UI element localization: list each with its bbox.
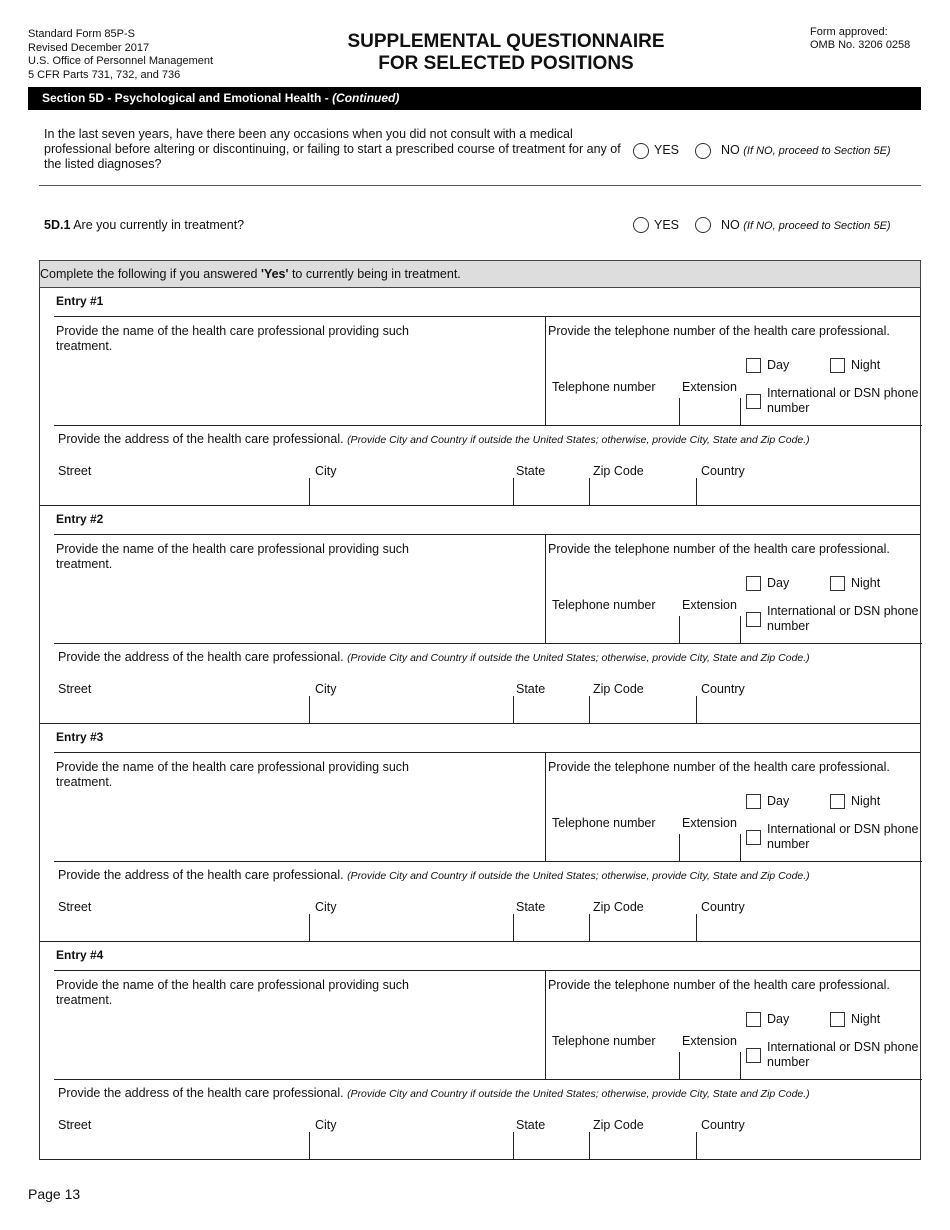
question-2 [44, 218, 244, 232]
name-prompt-line-2: treatment. [56, 339, 113, 353]
zip-country-divider [696, 914, 697, 942]
name-phone-divider [545, 971, 546, 1079]
country-label: Country [701, 682, 745, 696]
street-label: Street [58, 900, 92, 914]
ext-intl-divider [740, 616, 741, 643]
form-approval [810, 26, 910, 52]
extension-field[interactable] [681, 1052, 739, 1078]
telephone-number-label: Telephone number [552, 380, 656, 394]
telephone-number-field[interactable] [548, 1052, 678, 1078]
street-city-divider [309, 1132, 310, 1160]
name-prompt [56, 760, 409, 790]
divider [39, 185, 921, 186]
country-label: Country [701, 464, 745, 478]
zip-label: Zip Code [593, 900, 644, 914]
address-prompt [58, 432, 810, 448]
phone-ext-divider [679, 398, 680, 425]
international-label [767, 604, 918, 634]
phone-prompt: Provide the telephone number of the health care professional. [548, 760, 890, 774]
address-prompt-note: (Provide City and Country if outside the United States; otherwise, provide City, State and Zip Code.) [347, 434, 810, 446]
question-1-yes-label: YES [654, 143, 680, 157]
telephone-number-field[interactable] [548, 616, 678, 642]
address-rule [54, 1079, 922, 1080]
telephone-number-label: Telephone number [552, 598, 656, 612]
city-label: City [315, 682, 337, 696]
name-prompt [56, 978, 409, 1008]
city-state-divider [513, 1132, 514, 1160]
day-label: Day [767, 576, 790, 590]
complete-instructions [39, 260, 921, 288]
state-label: State [516, 682, 546, 696]
form-cfr: 5 CFR Parts 731, 732, and 736 [28, 68, 181, 81]
ext-intl-divider [740, 834, 741, 861]
extension-label: Extension [682, 1034, 737, 1048]
complete-note-after: to currently being in treatment. [288, 267, 461, 281]
approval-line-2: OMB No. 3206 0258 [810, 39, 911, 51]
treatment-entry-2 [39, 506, 921, 724]
day-label: Day [767, 794, 790, 808]
provider-name-field[interactable] [54, 356, 544, 420]
treatment-entry-4 [39, 942, 921, 1160]
complete-note-before: Complete the following if you answered [40, 267, 261, 281]
night-checkbox[interactable] [830, 576, 845, 591]
city-field[interactable] [312, 1134, 510, 1158]
phone-ext-divider [679, 1052, 680, 1079]
question-1-no-option [721, 143, 891, 157]
state-label: State [516, 464, 546, 478]
street-city-divider [309, 696, 310, 724]
address-prompt-text: Provide the address of the health care professional. [58, 650, 348, 664]
telephone-number-field[interactable] [548, 398, 678, 424]
night-label: Night [851, 794, 881, 808]
country-field[interactable] [699, 1134, 917, 1158]
street-label: Street [58, 682, 92, 696]
night-label: Night [851, 1012, 881, 1026]
country-field[interactable] [699, 916, 917, 940]
entry-title-rule [54, 752, 920, 753]
state-zip-divider [589, 1132, 590, 1160]
day-label: Day [767, 1012, 790, 1026]
section-title: Section 5D - Psychological and Emotional Health - [42, 91, 333, 105]
address-rule [54, 425, 922, 426]
day-label: Day [767, 358, 790, 372]
extension-label: Extension [682, 598, 737, 612]
question-2-yes-radio[interactable] [633, 217, 649, 233]
phone-prompt: Provide the telephone number of the health care professional. [548, 978, 890, 992]
zip-field[interactable] [592, 480, 692, 504]
state-zip-divider [589, 914, 590, 942]
entry-title: Entry #2 [56, 512, 104, 526]
question-1-no-label: NO [721, 143, 740, 157]
street-field[interactable] [56, 480, 306, 504]
city-state-divider [513, 696, 514, 724]
address-prompt [58, 650, 810, 666]
provider-name-field[interactable] [54, 1010, 544, 1074]
night-checkbox[interactable] [830, 1012, 845, 1027]
name-prompt [56, 324, 409, 354]
zip-field[interactable] [592, 916, 692, 940]
name-prompt-line-1: Provide the name of the health care professional providing such [56, 760, 409, 774]
telephone-number-field[interactable] [548, 834, 678, 860]
state-field[interactable] [516, 1134, 586, 1158]
international-label-line-1: International or DSN phone [767, 386, 919, 400]
night-checkbox[interactable] [830, 794, 845, 809]
zip-label: Zip Code [593, 1118, 644, 1132]
international-label-line-2: number [767, 401, 810, 415]
state-zip-divider [589, 478, 590, 506]
phone-ext-divider [679, 616, 680, 643]
section-title-suffix: (Continued) [332, 91, 400, 105]
approval-line-1: Form approved: [810, 26, 888, 38]
day-checkbox[interactable] [746, 358, 761, 373]
extension-label: Extension [682, 380, 737, 394]
country-label: Country [701, 900, 745, 914]
international-label-line-1: International or DSN phone [767, 604, 919, 618]
telephone-number-label: Telephone number [552, 816, 656, 830]
extension-field[interactable] [681, 616, 739, 642]
state-field[interactable] [516, 698, 586, 722]
name-prompt-line-2: treatment. [56, 775, 113, 789]
question-1-yes-radio[interactable] [633, 143, 649, 159]
zip-field[interactable] [592, 698, 692, 722]
international-label-line-2: number [767, 837, 810, 851]
provider-name-field[interactable] [54, 574, 544, 638]
address-prompt-note: (Provide City and Country if outside the United States; otherwise, provide City, State and Zip Code.) [347, 652, 810, 664]
entry-title-rule [54, 970, 920, 971]
name-prompt-line-2: treatment. [56, 557, 113, 571]
address-prompt-note: (Provide City and Country if outside the United States; otherwise, provide City, State and Zip Code.) [347, 870, 810, 882]
name-phone-divider [545, 753, 546, 861]
international-checkbox[interactable] [746, 612, 761, 627]
night-checkbox[interactable] [830, 358, 845, 373]
zip-label: Zip Code [593, 682, 644, 696]
question-2-yes-label: YES [654, 218, 680, 232]
extension-label: Extension [682, 816, 737, 830]
telephone-number-label: Telephone number [552, 1034, 656, 1048]
form-number: Standard Form 85P-S [28, 28, 135, 40]
name-phone-divider [545, 317, 546, 425]
country-field[interactable] [699, 480, 917, 504]
city-label: City [315, 1118, 337, 1132]
international-label-line-1: International or DSN phone [767, 1040, 919, 1054]
name-prompt-line-1: Provide the name of the health care professional providing such [56, 542, 409, 556]
ext-intl-divider [740, 398, 741, 425]
international-label-line-2: number [767, 1055, 810, 1069]
address-prompt-text: Provide the address of the health care professional. [58, 868, 348, 882]
question-1-text: In the last seven years, have there been any occasions when you did not consult with a medical professional before altering or discontinuing, or failing to start a prescribed course of treatment for any of the listed diagnoses? [44, 127, 621, 171]
state-label: State [516, 900, 546, 914]
street-city-divider [309, 914, 310, 942]
international-label [767, 822, 918, 852]
page-number: Page 13 [28, 1186, 81, 1202]
question-2-text: Are you currently in treatment? [73, 218, 245, 232]
phone-prompt: Provide the telephone number of the health care professional. [548, 542, 890, 556]
treatment-entry-3 [39, 724, 921, 942]
name-prompt-line-1: Provide the name of the health care professional providing such [56, 324, 409, 338]
street-label: Street [58, 1118, 92, 1132]
street-field[interactable] [56, 1134, 306, 1158]
question-2-number: 5D.1 [44, 218, 71, 232]
treatment-entry-1 [39, 288, 921, 506]
country-label: Country [701, 1118, 745, 1132]
street-field[interactable] [56, 698, 306, 722]
international-label [767, 386, 918, 416]
street-field[interactable] [56, 916, 306, 940]
provider-name-field[interactable] [54, 792, 544, 856]
entry-title: Entry #3 [56, 730, 104, 744]
city-state-divider [513, 478, 514, 506]
phone-ext-divider [679, 834, 680, 861]
question-1-no-radio[interactable] [695, 143, 711, 159]
question-2-no-option [721, 218, 891, 232]
country-field[interactable] [699, 698, 917, 722]
international-checkbox[interactable] [746, 394, 761, 409]
extension-field[interactable] [681, 398, 739, 424]
name-prompt [56, 542, 409, 572]
street-city-divider [309, 478, 310, 506]
state-field[interactable] [516, 916, 586, 940]
zip-field[interactable] [592, 1134, 692, 1158]
page-title [0, 31, 950, 75]
question-2-no-note: (If NO, proceed to Section 5E) [743, 220, 891, 232]
international-checkbox[interactable] [746, 1048, 761, 1063]
phone-prompt: Provide the telephone number of the health care professional. [548, 324, 890, 338]
title-line-2: FOR SELECTED POSITIONS [378, 53, 634, 74]
night-label: Night [851, 576, 881, 590]
zip-country-divider [696, 696, 697, 724]
section-header [28, 87, 921, 110]
zip-label: Zip Code [593, 464, 644, 478]
question-2-no-label: NO [721, 218, 740, 232]
form-agency: U.S. Office of Personnel Management [28, 55, 214, 67]
address-prompt-text: Provide the address of the health care professional. [58, 1086, 348, 1100]
title-line-1: SUPPLEMENTAL QUESTIONNAIRE [347, 31, 665, 52]
extension-field[interactable] [681, 834, 739, 860]
city-field[interactable] [312, 916, 510, 940]
state-zip-divider [589, 696, 590, 724]
address-prompt [58, 868, 810, 884]
address-prompt-text: Provide the address of the health care professional. [58, 432, 348, 446]
zip-country-divider [696, 1132, 697, 1160]
name-phone-divider [545, 535, 546, 643]
entry-title-rule [54, 534, 920, 535]
ext-intl-divider [740, 1052, 741, 1079]
zip-country-divider [696, 478, 697, 506]
day-checkbox[interactable] [746, 576, 761, 591]
complete-note-bold: 'Yes' [260, 267, 289, 281]
international-label-line-1: International or DSN phone [767, 822, 919, 836]
state-field[interactable] [516, 480, 586, 504]
city-label: City [315, 464, 337, 478]
question-1-no-note: (If NO, proceed to Section 5E) [743, 145, 891, 157]
name-prompt-line-1: Provide the name of the health care professional providing such [56, 978, 409, 992]
international-label [767, 1040, 918, 1070]
address-prompt [58, 1086, 810, 1102]
international-checkbox[interactable] [746, 830, 761, 845]
entry-title-rule [54, 316, 920, 317]
state-label: State [516, 1118, 546, 1132]
address-prompt-note: (Provide City and Country if outside the United States; otherwise, provide City, State and Zip Code.) [347, 1088, 810, 1100]
day-checkbox[interactable] [746, 794, 761, 809]
form-revision: Revised December 2017 [28, 41, 150, 54]
city-field[interactable] [312, 698, 510, 722]
question-2-no-radio[interactable] [695, 217, 711, 233]
day-checkbox[interactable] [746, 1012, 761, 1027]
address-rule [54, 643, 922, 644]
street-label: Street [58, 464, 92, 478]
city-label: City [315, 900, 337, 914]
city-state-divider [513, 914, 514, 942]
city-field[interactable] [312, 480, 510, 504]
name-prompt-line-2: treatment. [56, 993, 113, 1007]
night-label: Night [851, 358, 881, 372]
address-rule [54, 861, 922, 862]
international-label-line-2: number [767, 619, 810, 633]
entry-title: Entry #4 [56, 948, 104, 962]
entry-title: Entry #1 [56, 294, 104, 308]
